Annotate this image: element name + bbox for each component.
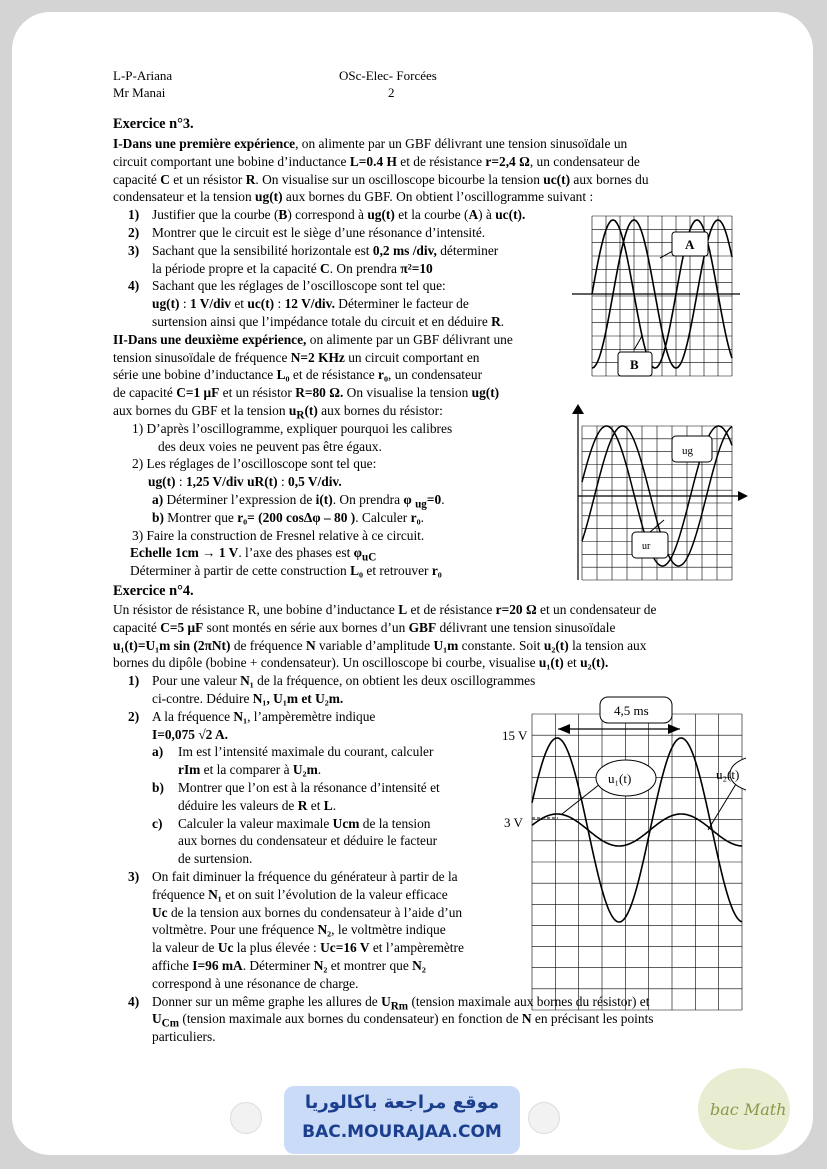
ex4-q4-line: particuliers. (152, 1029, 216, 1045)
oscillogram-3-grid (532, 714, 742, 1010)
ex4-q2a-line: Im est l’intensité maximale du courant, calculer (178, 744, 434, 760)
question-number: 4) (128, 993, 140, 1009)
ex4-q3-line: correspond à une résonance de charge. (152, 975, 359, 991)
ex4-intro-line: bornes du dipôle (bobine + condensateur). Un oscilloscope bi courbe, visualise u₁(t) et u₂(t). (113, 655, 609, 671)
question-number: a) (152, 744, 164, 760)
ex3-q2-2: 2) Les réglages de l’oscilloscope sont tel que: (132, 456, 377, 472)
label-ur: ur (642, 541, 651, 552)
ex3-q2-1-line: des deux voies ne peuvent pas être égaux. (158, 438, 382, 454)
site-name-arabic[interactable]: موقع مراجعة باكالوريا (304, 1092, 500, 1113)
site-url[interactable]: BAC.MOURAJAA.COM (302, 1122, 502, 1142)
ex4-q1-line: Pour une valeur N₁ de la fréquence, on obtient les deux oscillogrammes (152, 673, 536, 689)
ex3-q2-3: 3) Faire la construction de Fresnel relative à ce circuit. (132, 527, 425, 543)
ex4-q4-line: Donner sur un même graphe les allures de $U_{Rm}$ (tension maximale aux bornes du résistor) et (152, 993, 650, 1013)
right-logo-icon (528, 1102, 560, 1134)
ex3-question-line: Justifier que la courbe (B) correspond à ug(t) et la courbe (A) à uc(t). (152, 207, 526, 223)
ex3-part2-line: de capacité C=1 μF et un résistor R=80 Ω. On visualise la tension ug(t) (113, 385, 500, 401)
ex4-q2c-line: aux bornes du condensateur et déduire le facteur (178, 833, 438, 849)
question-number: 3) (128, 242, 140, 258)
oscillogram-3 (490, 684, 746, 1014)
ex3-intro-line: circuit comportant une bobine d’inductance L=0.4 H et de résistance r=2,4 Ω, un condensateur de (113, 153, 640, 169)
question-number: c) (152, 815, 163, 831)
ex4-q2-line: A la fréquence N₁, l’ampèremètre indique (152, 708, 376, 724)
period-label: 4,5 ms (614, 703, 649, 718)
ex3-question-line: ug(t) : 1 V/div et uc(t) : 12 V/div. Déterminer le facteur de (152, 296, 469, 312)
page (12, 12, 813, 1155)
ex4-q3-line: On fait diminuer la fréquence du générateur à partir de la (152, 869, 458, 884)
ex3-question-line: Sachant que la sensibilité horizontale est 0,2 ms /div, déterminer (152, 242, 499, 258)
ex3-part2-line: tension sinusoïdale de fréquence N=2 KHz un circuit comportant en (113, 349, 480, 365)
ex4-q2b-line: Montrer que l’on est à la résonance d’intensité et (178, 780, 440, 795)
question-number: 1) (128, 673, 140, 689)
bac-math-brand: bac Math (710, 1100, 787, 1119)
ex4-intro-line: Un résistor de résistance R, une bobine d’inductance L et de résistance r=20 Ω et un condensateur de (113, 602, 657, 617)
ex3-part2-line: série une bobine d’inductance L₀ et de résistance r₀, un condensateur (113, 367, 483, 383)
question-number: 3) (128, 869, 140, 884)
amplitude-15v-label: 15 V (502, 728, 528, 743)
ex3-intro-line: condensateur et la tension ug(t) aux bornes du GBF. On obtient l’oscillogramme suivant : (113, 189, 594, 205)
ex3-q2-scale: Echelle 1cm → 1 V. l’axe des phases est $\varphi_{uC}$ (130, 545, 377, 565)
ex3-part2-line: II-Dans une deuxième expérience, on alimente par un GBF délivrant une (113, 331, 513, 347)
ex4-q2c-line: de surtension. (178, 851, 253, 867)
ex3-question-line: Montrer que le circuit est le siège d’une résonance d’intensité. (152, 225, 486, 240)
header-school: L-P-Ariana (113, 68, 173, 83)
label-a: A (685, 237, 695, 252)
header-teacher: Mr Manai (113, 85, 166, 100)
ex4-q2c-line: Calculer la valeur maximale Ucm de la tension (178, 815, 431, 831)
ex4-q3-line: voltmètre. Pour une fréquence N₂, le voltmètre indique (152, 922, 446, 938)
ex3-q2-determine: Déterminer à partir de cette construction L₀ et retrouver r₀ (130, 563, 442, 579)
left-logo-icon (230, 1102, 262, 1134)
amplitude-3v-label: 3 V (504, 815, 523, 830)
ex3-q2-2-settings: ug(t) : 1,25 V/div uR(t) : 0,5 V/div. (148, 474, 342, 490)
ex3-part2-line: aux bornes du GBF et la tension $u_R(t)$ aux bornes du résistor: (113, 403, 443, 422)
question-number: 2) (128, 225, 140, 240)
ex4-q4-line: $U_{Cm}$ (tension maximale aux bornes du condensateur) en fonction de N en précisant les points (152, 1011, 654, 1031)
ex3-intro-line: I-Dans une première expérience, on alimente par un GBF délivrant une tension sinusoïdale un (113, 136, 628, 151)
ex4-intro-line: u₁(t)=U₁m sin (2πNt) de fréquence N variable d’amplitude U₁m constante. Soit u₂(t) la tension aux (113, 637, 647, 653)
ex4-q2a-line: rIm et la comparer à U₂m. (178, 762, 322, 778)
label-u2: u₂(t) (716, 767, 740, 782)
ex4-q2-line: I=0,075 √2 A. (152, 726, 228, 742)
ex3-intro-line: capacité C et un résistor R. On visualise sur un oscilloscope bicourbe la tension uc(t) aux bornes du (113, 171, 649, 187)
ex4-title: Exercice n°4. (113, 583, 194, 599)
oscillogram-2 (572, 402, 750, 586)
question-number: 4) (128, 278, 140, 294)
ex4-intro-line: capacité C=5 μF sont montés en série aux bornes d’un GBF délivrant une tension sinusoïdale (113, 619, 616, 635)
ex4-q1-line: ci-contre. Déduire N₁, U₁m et U₂m. (152, 691, 344, 706)
ex4-q3-line: la valeur de Uc la plus élevée : Uc=16 V et l’ampèremètre (152, 940, 464, 956)
ex3-question-line: Sachant que les réglages de l’oscilloscope sont tel que: (152, 278, 446, 294)
header-subject: OSc-Elec- Forcées (339, 68, 437, 83)
oscillogram-1 (572, 210, 742, 380)
ex4-q3-line: affiche I=96 mA. Déterminer N₂ et montrer que N₂ (152, 958, 426, 973)
question-number: b) (152, 780, 164, 795)
ex4-q3-line: Uc de la tension aux bornes du condensateur à l’aide d’un (152, 904, 463, 920)
question-number: 1) (128, 207, 140, 223)
curve-u2 (532, 814, 742, 846)
ex3-q2-2a: a) Déterminer l’expression de i(t). On prendra φ $_{ug}$=0. (152, 492, 445, 511)
ex4-q2b-line: déduire les valeurs de R et L. (178, 797, 337, 813)
label-ug: ug (682, 445, 693, 457)
label-u1: u₁(t) (608, 771, 632, 786)
ex3-title: Exercice n°3. (113, 116, 194, 132)
ex3-q2-2b: b) Montrer que r₀= (200 cosΔφ – 80 ). Calculer r₀. (152, 509, 424, 525)
ex3-question-line: la période propre et la capacité C. On prendra π²=10 (152, 260, 433, 276)
label-b: B (630, 357, 639, 372)
header-page-number: 2 (388, 85, 395, 100)
ex3-question-line: surtension ainsi que l’impédance totale du circuit et en déduire R. (152, 314, 505, 329)
ex4-q3-line: fréquence N₁ et on suit l’évolution de la valeur efficace (152, 886, 448, 902)
question-number: 2) (128, 708, 140, 724)
ex3-q2-1-line: 1) D’après l’oscillogramme, expliquer pourquoi les calibres (132, 420, 453, 436)
